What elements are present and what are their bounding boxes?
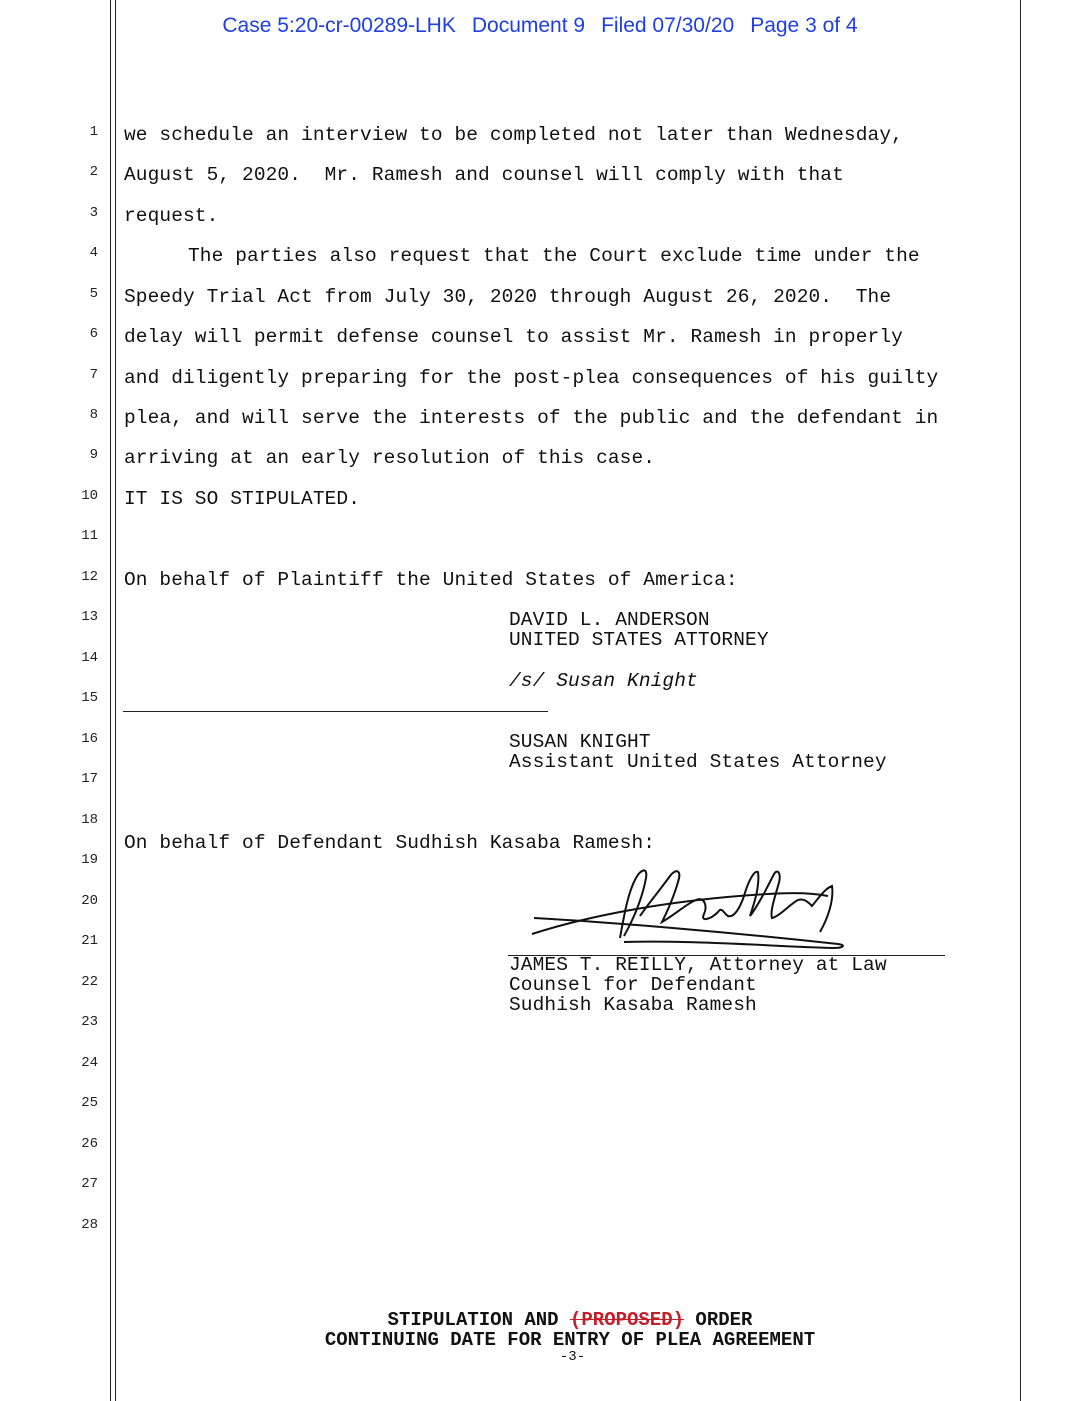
body-line-3: request. (124, 205, 219, 227)
body-line-4: The parties also request that the Court exclude time under the (188, 245, 920, 267)
left-margin-rule-inner (115, 0, 116, 1401)
ausa-name: SUSAN KNIGHT (509, 731, 651, 753)
body-line-6: delay will permit defense counsel to assist Mr. Ramesh in properly (124, 326, 903, 348)
body-line-8: plea, and will serve the interests of the public and the defendant in (124, 407, 939, 429)
case-number: Case 5:20-cr-00289-LHK (222, 14, 456, 37)
line-number: 26 (81, 1136, 98, 1152)
body-line-7: and diligently preparing for the post-plea consequences of his guilty (124, 367, 939, 389)
line-number: 8 (89, 407, 98, 423)
right-margin-rule (1020, 0, 1021, 1401)
line-number: 14 (81, 650, 98, 666)
line-number: 25 (81, 1095, 98, 1111)
line-number: 4 (89, 245, 98, 261)
footer-title-line-2: CONTINUING DATE FOR ENTRY OF PLEA AGREEMENT (324, 1329, 816, 1351)
line-number: 16 (81, 731, 98, 747)
line-number: 22 (81, 974, 98, 990)
line-number: 11 (81, 528, 98, 544)
line-number: 19 (81, 852, 98, 868)
line-number: 13 (81, 609, 98, 625)
defense-counsel-name: JAMES T. REILLY, Attorney at Law (509, 954, 887, 976)
line-number: 5 (89, 286, 98, 302)
handwritten-signature (528, 856, 848, 956)
us-attorney-name: DAVID L. ANDERSON (509, 609, 710, 631)
body-line-1: we schedule an interview to be completed not later than Wednesday, (124, 124, 903, 146)
stipulation-heading: IT IS SO STIPULATED. (124, 488, 361, 510)
line-number: 2 (89, 164, 98, 180)
line-number: 1 (89, 124, 98, 140)
line-number: 17 (81, 771, 98, 787)
electronic-signature: /s/ Susan Knight (509, 670, 698, 692)
body-line-5: Speedy Trial Act from July 30, 2020 through August 26, 2020. The (124, 286, 892, 308)
line-number: 21 (81, 933, 98, 949)
line-number: 7 (89, 367, 98, 383)
footer-title-line-1: STIPULATION AND (PROPOSED) ORDER (387, 1309, 753, 1331)
defense-counsel-role: Counsel for Defendant (509, 974, 757, 996)
line-number: 15 (81, 690, 98, 706)
ausa-title: Assistant United States Attorney (509, 751, 887, 773)
struck-proposed: (PROPOSED) (569, 1309, 685, 1331)
line-number: 20 (81, 893, 98, 909)
line-number: 10 (81, 488, 98, 504)
page-indicator: Page 3 of 4 (750, 14, 858, 37)
page-number: -3- (559, 1349, 586, 1365)
signature-line-plaintiff (123, 711, 548, 712)
defendant-intro: On behalf of Defendant Sudhish Kasaba Ramesh: (124, 832, 656, 854)
body-line-2: August 5, 2020. Mr. Ramesh and counsel will comply with that (124, 164, 844, 186)
line-number: 24 (81, 1055, 98, 1071)
ecf-header (0, 14, 1080, 38)
line-number: 3 (89, 205, 98, 221)
line-number: 23 (81, 1014, 98, 1030)
line-number: 12 (81, 569, 98, 585)
plaintiff-intro: On behalf of Plaintiff the United States of America: (124, 569, 738, 591)
line-number: 28 (81, 1217, 98, 1233)
us-attorney-title: UNITED STATES ATTORNEY (509, 629, 769, 651)
filed-date: Filed 07/30/20 (601, 14, 735, 37)
line-number: 6 (89, 326, 98, 342)
line-number: 27 (81, 1176, 98, 1192)
line-number: 9 (89, 447, 98, 463)
line-number: 18 (81, 812, 98, 828)
left-margin-rule-outer (110, 0, 111, 1401)
defendant-name: Sudhish Kasaba Ramesh (509, 994, 757, 1016)
document-number: Document 9 (471, 14, 586, 37)
body-line-9: arriving at an early resolution of this case. (124, 447, 656, 469)
